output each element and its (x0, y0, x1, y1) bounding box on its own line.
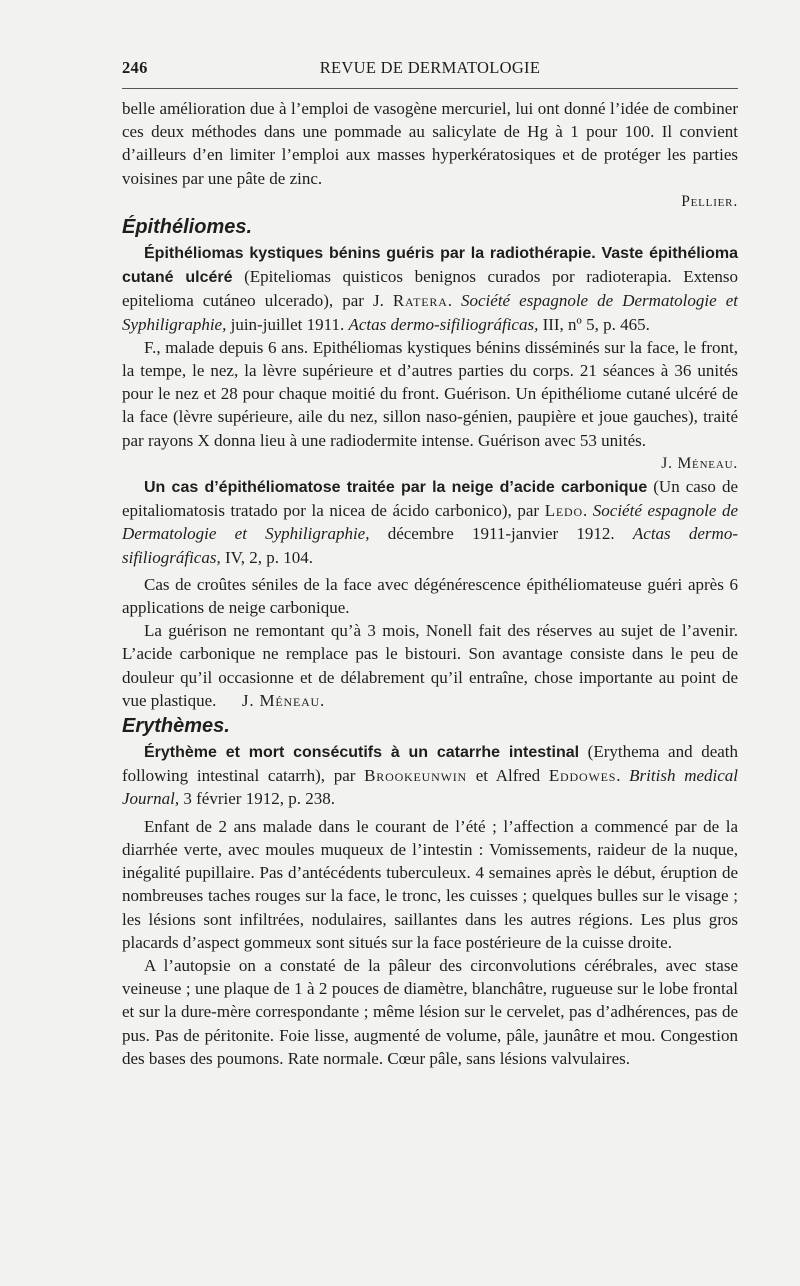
author-name: Brookeunwin (364, 766, 467, 786)
article-paragraph: A l’autopsie on a constaté de la pâleur des circonvolutions cérébrales, avec stase veineuse ; une plaque de 1 à 2 pouces de diamètre, blanchâtre, rugueuse sur le lobe frontal et sur la dure-mère correspondante ; même lésion sur le cervelet, pas d’adhérences, pas de pus. Pas de péritonite. Foie lisse, augmenté de volume, pâle, jaunâtre et mou. Congestion des bases des poumons. Rate normale. Cœur pâle, sans lésions valvulaires. (122, 955, 738, 1068)
article-title: Épithéliomas kystiques bénins guéris par la radiothérapie. Vaste épithélioma cutané ulcéré (122, 245, 738, 287)
source-journal-2: Actas dermo-sifiliográficas, (122, 524, 738, 567)
signature: Pellier. (681, 192, 738, 210)
article-heading: Un cas d’épithéliomatose traitée par la neige d’acide carbonique (Un caso de epitaliomatosis tratado por la nicea de ácido carbonico), par Ledo. Société espagnole de Dermatologie et Syphiligraphie, décembre 1911-janvier 1912. Actas dermo-sifiliográficas, IV, 2, p. 104. (122, 477, 739, 567)
header-rule (122, 88, 738, 89)
page-number: 246 (122, 58, 148, 77)
article-paragraph: Enfant de 2 ans malade dans le courant de l’été ; l’affection a commencé par de la diarrhée verte, avec moules muqueux de l’intestin : Vomissements, raideur de la nuque, inégalité pupillaire. Pas d’antécédents tuberculeux. 4 semaines après le début, éruption de nombreuses taches rouges sur la face, le tronc, les cuisses ; quelques bulles sur le visage ; les lésions sont infiltrées, nodulaires, saillantes dans les autres régions. Les plus gros placards d’aspect gommeux sont situés sur la face postérieure de la cuisse droite. (122, 816, 738, 952)
signature: J. Méneau. (241, 690, 326, 710)
article-paragraph: F., malade depuis 6 ans. Epithéliomas kystiques bénins disséminés sur la face, le front, la tempe, le nez, la lèvre supérieure et d’autres parties du corps. 21 séances à 36 unités pour le nez et 28 pour chaque moitié du front. Guérison. Un épithéliome cutané ulcéré de la face (lèvre supérieure, aile du nez, sillon naso-génien, paupière et joue gauches), traité par rayons X donna lieu à une radiodermite intense. Guérison avec 53 unités. (122, 337, 738, 450)
source-journal: British medical Journal, (122, 766, 739, 809)
section-heading-erythemes: Erythèmes. (122, 715, 230, 738)
author-name: Ledo (544, 501, 583, 521)
running-header (122, 58, 738, 82)
author-name: Eddowes (548, 766, 617, 786)
source-journal-2: Actas dermo-sifiliográficas, (348, 314, 539, 334)
source-journal: Société espagnole de Dermatologie et Syphiligraphie, (122, 291, 738, 334)
article-title: Un cas d’épithéliomatose traitée par la neige d’acide carbonique (144, 479, 648, 497)
source-journal: Société espagnole de Dermatologie et Syphiligraphie, (122, 501, 739, 544)
page-body (122, 97, 738, 1070)
author-name: Ratera (392, 291, 448, 311)
article-paragraph: La guérison ne remontant qu’à 3 mois, Nonell fait des réserves au sujet de l’avenir. L’acide carbonique ne remplace pas le bistouri. Son avantage consiste dans le peu de douleur qu’il occasionne et de délabrement qu’il entraîne, chose importante au point de vue plastique. J. Méneau. (122, 621, 738, 710)
article-heading: Érythème et mort consécutifs à un catarrhe intestinal (Erythema and death following intestinal catarrh), par Brookeunwin et Alfred Eddowes. British medical Journal, 3 février 1912, p. 238. (122, 742, 739, 809)
article-heading: Épithéliomas kystiques bénins guéris par la radiothérapie. Vaste épithélioma cutané ulcéré (Epiteliomas quisticos benignos curados por radioterapia. Extenso epitelioma cutáneo ulcerado), par J. Ratera. Société espagnole de Dermatologie et Syphiligraphie, juin-juillet 1911. Actas dermo-sifiliográficas, III, nº 5, p. 465. (122, 245, 739, 334)
article-title: Érythème et mort consécutifs à un catarrhe intestinal (144, 744, 580, 762)
signature: J. Méneau. (661, 454, 738, 472)
article-paragraph: Cas de croûtes séniles de la face avec dégénérescence épithéliomateuse guéri après 6 applications de neige carbonique. (122, 574, 738, 618)
journal-title: REVUE DE DERMATOLOGIE (319, 58, 541, 77)
section-heading-epitheliomes: Épithéliomes. (122, 216, 253, 239)
intro-paragraph: belle amélioration due à l’emploi de vasogène mercuriel, lui ont donné l’idée de combiner ces deux méthodes dans une pommade au salicylate de Hg à 1 pour 100. Il convient d’ailleurs d’en limiter l’emploi aux masses hyperkératosiques et de protéger les parties voisines par une pâte de zinc. (122, 99, 738, 188)
